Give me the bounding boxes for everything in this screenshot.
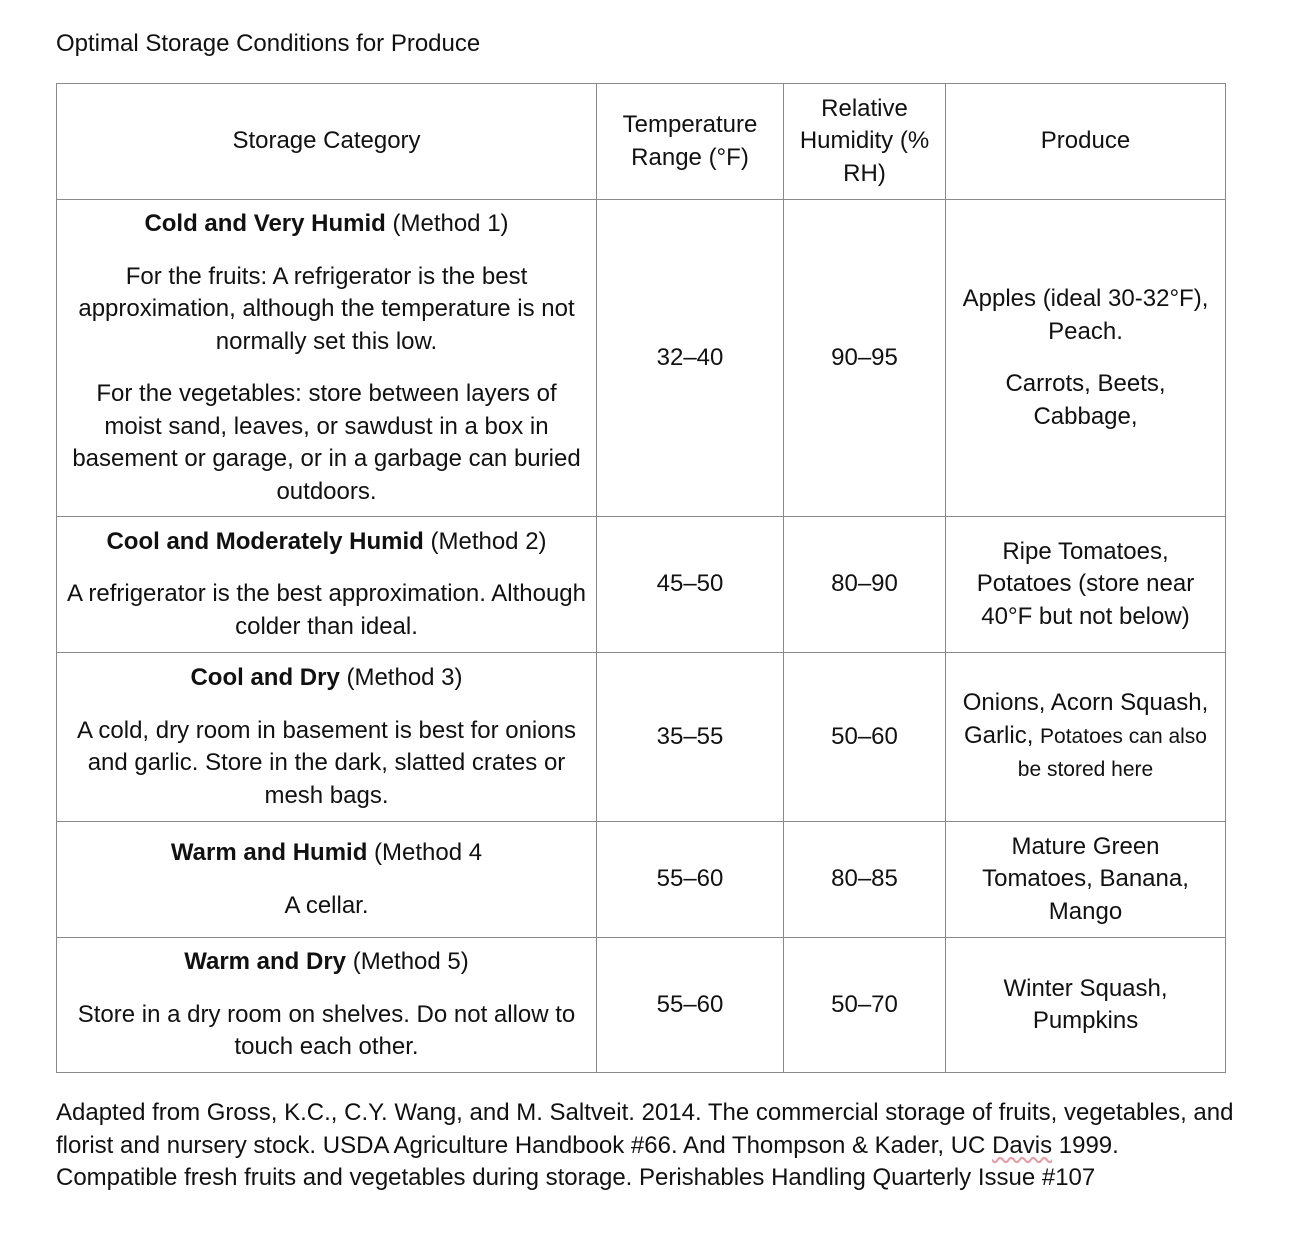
category-title — [65, 837, 588, 870]
temperature-cell: 35–55 — [597, 653, 784, 822]
category-name: Cold and Very Humid — [144, 210, 386, 237]
humidity-cell: 90–95 — [784, 200, 946, 517]
category-note: For the fruits: A refrigerator is the best approximation, although the temperature is not normally set this low. — [78, 262, 575, 355]
table-header-row — [57, 84, 1226, 200]
humidity-cell: 50–60 — [784, 653, 946, 822]
temperature-cell: 55–60 — [597, 822, 784, 938]
humidity-cell: 80–90 — [784, 517, 946, 653]
temperature-cell: 55–60 — [597, 938, 784, 1073]
produce-fruits: Apples (ideal 30-32°F), Peach. — [962, 285, 1209, 345]
category-method: (Method 1) — [392, 210, 509, 237]
citation-text-start: Adapted from Gross, K.C., C.Y. Wang, and M. Saltveit. 2014. The commercial storage of fruits, vegetables, and florist and nursery stock. USDA Agriculture Handbook #66. And Thompson & Kader, UC — [56, 1099, 1234, 1159]
produce-cell — [946, 653, 1226, 822]
storage-conditions-table — [56, 83, 1226, 1073]
category-note: For the vegetables: store between layers of moist sand, leaves, or sawdust in a box in basement or garage, or in a garbage can buried outdoors. — [72, 380, 581, 505]
humidity-cell: 50–70 — [784, 938, 946, 1073]
produce-cell: Winter Squash, Pumpkins — [946, 938, 1226, 1073]
category-title — [65, 946, 588, 979]
header-produce: Produce — [946, 84, 1226, 200]
source-citation — [56, 1097, 1236, 1195]
temperature-cell: 32–40 — [597, 200, 784, 517]
citation-text-end: 1999. Compatible fresh fruits and vegetables during storage. Perishables Handling Quarterly Issue #107 — [56, 1131, 1119, 1191]
category-cell — [57, 938, 597, 1073]
category-cell — [57, 822, 597, 938]
category-cell — [57, 517, 597, 653]
category-note: Store in a dry room on shelves. Do not allow to touch each other. — [77, 1000, 576, 1061]
header-relative-humidity: Relative Humidity (% RH) — [784, 84, 946, 200]
humidity-cell: 80–85 — [784, 822, 946, 938]
produce-cell — [946, 200, 1226, 517]
category-note: A refrigerator is the best approximation. Although colder than ideal. — [67, 580, 586, 640]
category-method: (Method 3) — [346, 664, 463, 691]
category-cell — [57, 653, 597, 822]
table-row — [57, 938, 1226, 1073]
produce-cell: Ripe Tomatoes, Potatoes (store near 40°F but not below) — [946, 517, 1226, 653]
spellcheck-flagged-word: Davis — [992, 1131, 1053, 1159]
category-name: Cool and Moderately Humid — [106, 527, 424, 555]
category-cell — [57, 200, 597, 517]
category-method: (Method 4 — [374, 839, 483, 866]
category-name: Warm and Dry — [184, 948, 347, 976]
category-name: Cool and Dry — [190, 664, 340, 691]
produce-note: Potatoes can also be stored here — [1017, 724, 1207, 782]
page-title: Optimal Storage Conditions for Produce — [56, 30, 481, 57]
category-name: Warm and Humid — [170, 839, 368, 866]
produce-cell: Mature Green Tomatoes, Banana, Mango — [946, 822, 1226, 938]
category-title — [65, 526, 588, 559]
category-title — [65, 208, 588, 241]
table-row — [57, 822, 1226, 938]
category-note: A cold, dry room in basement is best for onions and garlic. Store in the dark, slatted crates or mesh bags. — [77, 716, 576, 809]
header-temperature-range: Temperature Range (°F) — [597, 84, 784, 200]
category-note: A cellar. — [284, 891, 369, 919]
category-method: (Method 5) — [352, 948, 469, 976]
table-row — [57, 653, 1226, 822]
table-row — [57, 200, 1226, 517]
produce-main: Onions, Acorn Squash, Garlic, — [962, 689, 1209, 749]
table-row — [57, 517, 1226, 653]
produce-vegetables: Carrots, Beets, Cabbage, — [1005, 370, 1166, 430]
category-method: (Method 2) — [430, 527, 547, 555]
temperature-cell: 45–50 — [597, 517, 784, 653]
category-title — [65, 662, 588, 695]
header-storage-category: Storage Category — [57, 84, 597, 200]
